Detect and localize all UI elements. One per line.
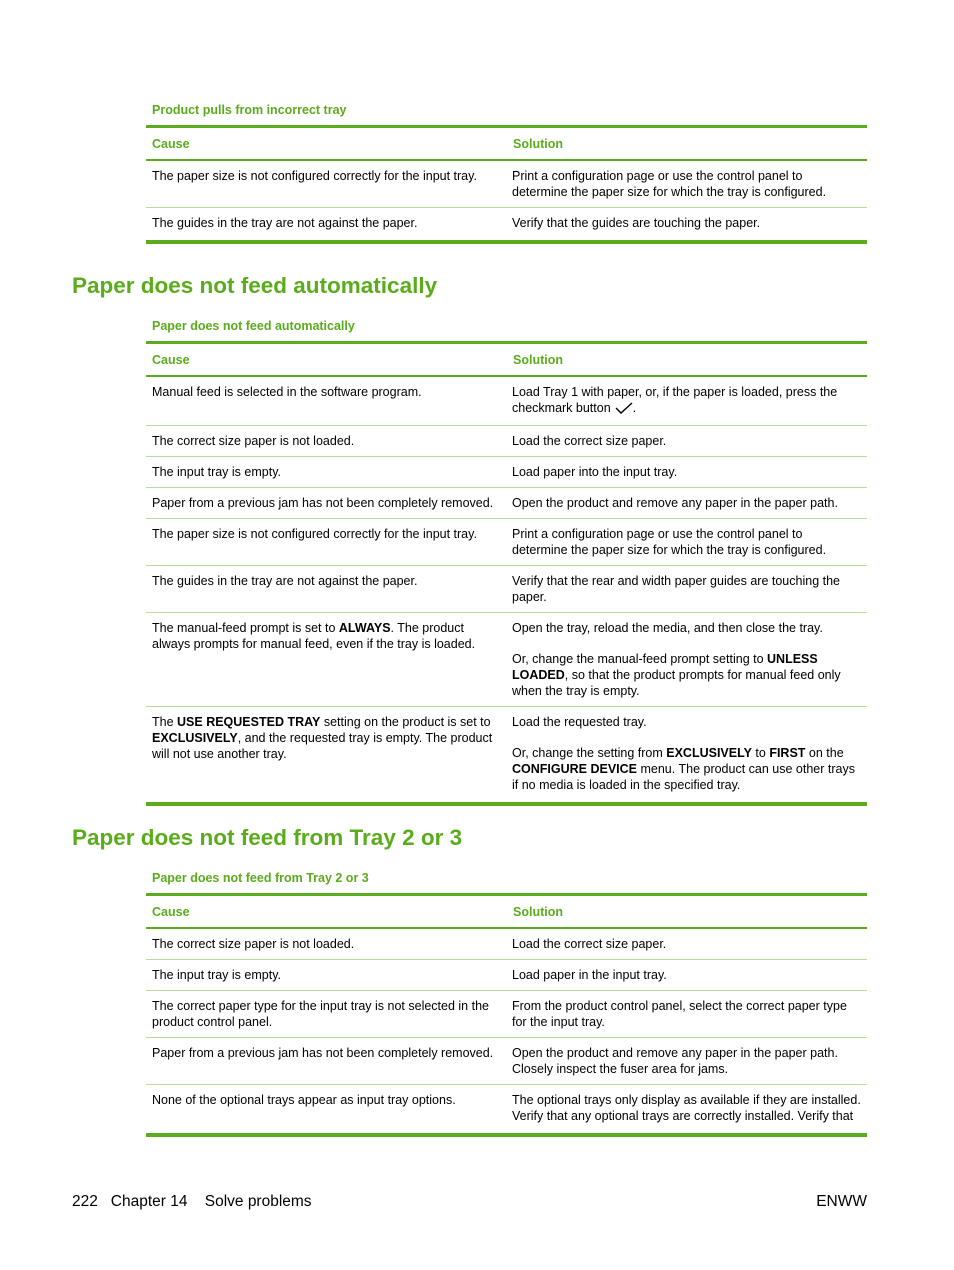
table-feed-automatically xyxy=(146,341,867,806)
column-header-cause: Cause xyxy=(146,895,506,929)
column-header-cause: Cause xyxy=(146,343,506,377)
cause-cell: Manual feed is selected in the software program. xyxy=(146,376,506,426)
cause-cell: The input tray is empty. xyxy=(146,457,506,488)
solution-cell: Open the tray, reload the media, and then close the tray. Or, change the manual-feed prompt setting to UNLESS LOADED, so that the product prompts for manual feed only when the tray is empty. xyxy=(506,613,867,707)
solution-cell: Open the product and remove any paper in the paper path. Closely inspect the fuser area for jams. xyxy=(506,1038,867,1085)
cause-cell: The guides in the tray are not against the paper. xyxy=(146,566,506,613)
cause-cell: The manual-feed prompt is set to ALWAYS. The product always prompts for manual feed, even if the tray is loaded. xyxy=(146,613,506,707)
section-heading-feed-automatically: Paper does not feed automatically xyxy=(72,273,438,298)
solution-cell: Print a configuration page or use the control panel to determine the paper size for which the tray is configured. xyxy=(506,160,867,208)
table-row xyxy=(146,1085,867,1136)
table-incorrect-tray xyxy=(146,125,867,244)
solution-cell: From the product control panel, select the correct paper type for the input tray. xyxy=(506,991,867,1038)
solution-cell: Load paper into the input tray. xyxy=(506,457,867,488)
cause-cell: The input tray is empty. xyxy=(146,960,506,991)
table-row xyxy=(146,519,867,566)
solution-cell: Load paper in the input tray. xyxy=(506,960,867,991)
cause-cell: The USE REQUESTED TRAY setting on the product is set to EXCLUSIVELY, and the requested tray is empty. The product will not use another tray. xyxy=(146,707,506,805)
column-header-solution: Solution xyxy=(506,343,867,377)
solution-cell: The optional trays only display as available if they are installed. Verify that any optional trays are correctly installed. Verify that xyxy=(506,1085,867,1136)
solution-cell: Load Tray 1 with paper, or, if the paper is loaded, press the checkmark button . xyxy=(506,376,867,426)
solution-cell: Verify that the guides are touching the paper. xyxy=(506,208,867,243)
cause-cell: Paper from a previous jam has not been completely removed. xyxy=(146,488,506,519)
column-header-cause: Cause xyxy=(146,127,506,161)
column-header-solution: Solution xyxy=(506,127,867,161)
table-row xyxy=(146,707,867,805)
solution-cell: Open the product and remove any paper in the paper path. xyxy=(506,488,867,519)
table-row xyxy=(146,928,867,960)
chapter-label: Chapter 14 xyxy=(110,1193,188,1210)
solution-cell: Load the correct size paper. xyxy=(506,928,867,960)
page-footer-left xyxy=(72,1193,312,1211)
table-row xyxy=(146,488,867,519)
table-row xyxy=(146,160,867,208)
chapter-title: Solve problems xyxy=(204,1193,312,1210)
page-number: 222 xyxy=(72,1193,98,1210)
page-footer-right: ENWW xyxy=(816,1193,867,1210)
table-row xyxy=(146,613,867,707)
table-title-incorrect-tray: Product pulls from incorrect tray xyxy=(152,103,347,117)
table-row xyxy=(146,566,867,613)
solution-cell: Verify that the rear and width paper guides are touching the paper. xyxy=(506,566,867,613)
cause-cell: The correct paper type for the input tray is not selected in the product control panel. xyxy=(146,991,506,1038)
cause-cell: The correct size paper is not loaded. xyxy=(146,928,506,960)
cause-cell: The correct size paper is not loaded. xyxy=(146,426,506,457)
cause-cell: None of the optional trays appear as input tray options. xyxy=(146,1085,506,1136)
table-tray-2-or-3 xyxy=(146,893,867,1137)
table-row xyxy=(146,457,867,488)
cause-cell: The paper size is not configured correctly for the input tray. xyxy=(146,519,506,566)
table-title-feed-automatically: Paper does not feed automatically xyxy=(152,319,355,333)
solution-cell: Load the requested tray. Or, change the setting from EXCLUSIVELY to FIRST on the CONFIGURE DEVICE menu. The product can use other trays if no media is loaded in the specified tray. xyxy=(506,707,867,805)
section-heading-tray-2-or-3: Paper does not feed from Tray 2 or 3 xyxy=(72,825,463,850)
table-title-tray-2-or-3: Paper does not feed from Tray 2 or 3 xyxy=(152,871,369,885)
column-header-solution: Solution xyxy=(506,895,867,929)
checkmark-icon xyxy=(615,402,633,418)
table-row xyxy=(146,960,867,991)
solution-cell: Load the correct size paper. xyxy=(506,426,867,457)
solution-cell: Print a configuration page or use the control panel to determine the paper size for which the tray is configured. xyxy=(506,519,867,566)
table-row xyxy=(146,376,867,426)
table-row xyxy=(146,991,867,1038)
cause-cell: The guides in the tray are not against the paper. xyxy=(146,208,506,243)
cause-cell: The paper size is not configured correctly for the input tray. xyxy=(146,160,506,208)
table-row xyxy=(146,1038,867,1085)
table-row xyxy=(146,426,867,457)
table-row xyxy=(146,208,867,243)
cause-cell: Paper from a previous jam has not been completely removed. xyxy=(146,1038,506,1085)
